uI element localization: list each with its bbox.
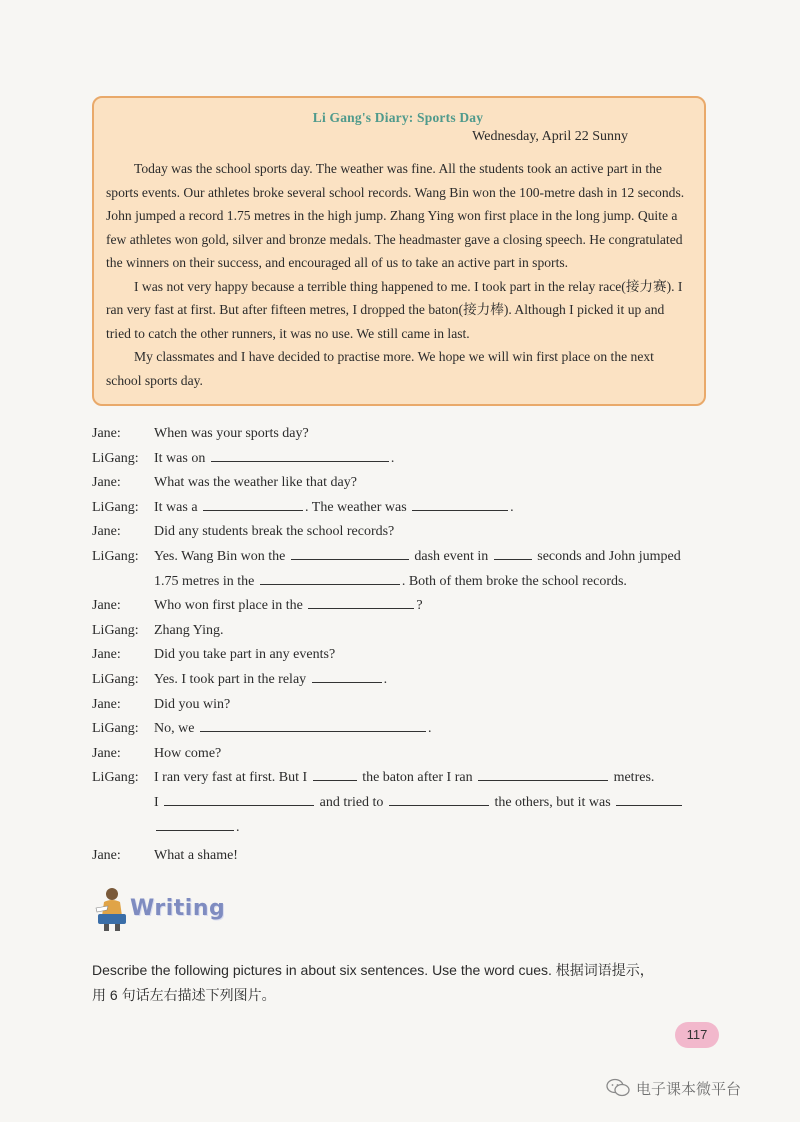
answer-blank[interactable] [313, 766, 357, 781]
page-number: 117 [675, 1022, 719, 1048]
dialogue-text: dash event in [414, 548, 489, 564]
diary-box [92, 96, 706, 406]
dialogue-text: Zhang Ying. [154, 622, 224, 638]
dialogue-text: . [510, 499, 514, 515]
answer-blank[interactable] [211, 447, 389, 462]
speaker-label: Jane: [92, 426, 121, 441]
answer-blank[interactable] [312, 668, 382, 683]
dialogue-text: When was your sports day? [154, 426, 309, 441]
answer-blank[interactable] [291, 545, 409, 560]
dialogue-exercise [92, 422, 712, 869]
speaker-label: LiGang: [92, 499, 139, 515]
dialogue-text: No, we [154, 721, 195, 737]
speaker-label: LiGang: [92, 622, 139, 638]
dialogue-line [92, 791, 712, 816]
dialogue-line [92, 668, 712, 693]
dialogue-line [92, 742, 712, 767]
answer-blank[interactable] [156, 816, 234, 831]
wechat-icon [606, 1078, 630, 1098]
instruction-text-zh: 用 6 句话左右描述下列图片。 [92, 987, 276, 1003]
speaker-label: Jane: [92, 848, 121, 864]
answer-blank[interactable] [200, 717, 426, 732]
dialogue-text: Did you take part in any events? [154, 647, 336, 663]
speaker-label: Jane: [92, 475, 121, 491]
instruction-text: Describe the following pictures in about six sentences. Use the word cues. [92, 962, 552, 978]
dialogue-text: metres. [613, 770, 655, 786]
dialogue-text: the others, but it was [494, 794, 611, 810]
diary-title: Li Gang's Diary: Sports Day [312, 110, 484, 125]
dialogue-text: Did any students break the school records? [154, 524, 395, 540]
dialogue-line [92, 570, 712, 595]
dialogue-text: . [236, 819, 240, 835]
answer-blank[interactable] [164, 791, 314, 806]
dialogue-text: What a shame! [154, 848, 238, 864]
answer-blank[interactable] [203, 496, 303, 511]
dialogue-text: ? [416, 598, 423, 614]
speaker-label: Jane: [92, 524, 121, 540]
dialogue-text: I ran very fast at first. But I [154, 770, 308, 786]
dialogue-text: Yes. Wang Bin won the [154, 548, 286, 564]
dialogue-text: . [383, 671, 388, 687]
dialogue-text: seconds and John jumped [537, 548, 681, 564]
answer-blank[interactable] [412, 496, 508, 511]
dialogue-text: Yes. I took part in the relay [154, 671, 307, 687]
dialogue-line [92, 619, 712, 644]
dialogue-line [92, 643, 712, 668]
answer-blank[interactable] [260, 570, 400, 585]
speaker-label: Jane: [92, 598, 121, 614]
speaker-label [92, 791, 154, 816]
speaker-label: LiGang: [92, 450, 139, 466]
dialogue-line [92, 545, 712, 570]
dialogue-text: . [427, 721, 432, 737]
dialogue-line [92, 520, 712, 545]
writing-section-heading [92, 886, 292, 936]
speaker-label [92, 570, 154, 595]
dialogue-text: How come? [154, 745, 222, 761]
dialogue-text: and tried to [319, 794, 384, 810]
diary-paragraph: Today was the school sports day. The weather was fine. All the students took an active part in the sports events. Our athletes broke several school records. Wang Bin won the 100-metre dash in 12 seconds. John jumped a record 1.75 metres in the high jump. Zhang Ying won first place in the long jump. Quite a few athletes won gold, silver and bronze medals. The headmaster gave a closing speech. He congratulated the winners on their success, and encouraged all of us to take an active part in sports. [106, 161, 685, 270]
dialogue-text: . [390, 450, 395, 466]
dialogue-text: . The weather was [305, 499, 407, 515]
speaker-label: LiGang: [92, 671, 139, 687]
speaker-label: Jane: [92, 745, 121, 761]
dialogue-line [92, 816, 712, 841]
writing-figure-icon [92, 886, 132, 932]
dialogue-text: What was the weather like that day? [154, 475, 357, 491]
dialogue-text: 1.75 metres in the [154, 573, 255, 589]
dialogue-text: Did you win? [154, 696, 231, 712]
dialogue-text: . Both of them broke the school records. [401, 573, 627, 589]
diary-date: Wednesday, April 22 Sunny [472, 129, 628, 144]
dialogue-line [92, 496, 712, 521]
answer-blank[interactable] [616, 791, 682, 806]
speaker-label: Jane: [92, 696, 121, 712]
dialogue-line [92, 766, 712, 791]
answer-blank[interactable] [389, 791, 489, 806]
dialogue-line [92, 422, 712, 447]
diary-paragraph: My classmates and I have decided to practise more. We hope we will win first place on the next school sports day. [106, 349, 654, 388]
dialogue-text: It was a [154, 499, 198, 515]
dialogue-text: It was on [154, 450, 206, 466]
writing-title: Writing [130, 896, 226, 921]
dialogue-line [92, 693, 712, 718]
writing-instruction [92, 958, 732, 1008]
diary-paragraph: I was not very happy because a terrible thing happened to me. I took part in the relay race(接力赛). I ran very fast at first. But after fifteen metres, I dropped the baton(接力棒). Although I picked it up and tried to catch the other runners, it was no use. We still came in last. [106, 278, 683, 341]
speaker-label: LiGang: [92, 548, 139, 564]
speaker-label: LiGang: [92, 770, 139, 786]
speaker-label: LiGang: [92, 721, 139, 737]
speaker-label [92, 816, 154, 841]
dialogue-line [92, 594, 712, 619]
dialogue-line [92, 471, 712, 496]
dialogue-line [92, 717, 712, 742]
dialogue-text: I [154, 794, 159, 810]
answer-blank[interactable] [494, 545, 532, 560]
answer-blank[interactable] [478, 766, 608, 781]
answer-blank[interactable] [308, 594, 414, 609]
watermark [606, 1076, 741, 1100]
dialogue-text: Who won first place in the [154, 598, 303, 614]
dialogue-line [92, 447, 712, 472]
watermark-text: 电子课本微平台 [636, 1079, 742, 1098]
instruction-text-zh: 根据词语提示， [555, 962, 654, 978]
dialogue-line [92, 844, 712, 869]
dialogue-text: the baton after I ran [362, 770, 473, 786]
speaker-label: Jane: [92, 647, 121, 663]
